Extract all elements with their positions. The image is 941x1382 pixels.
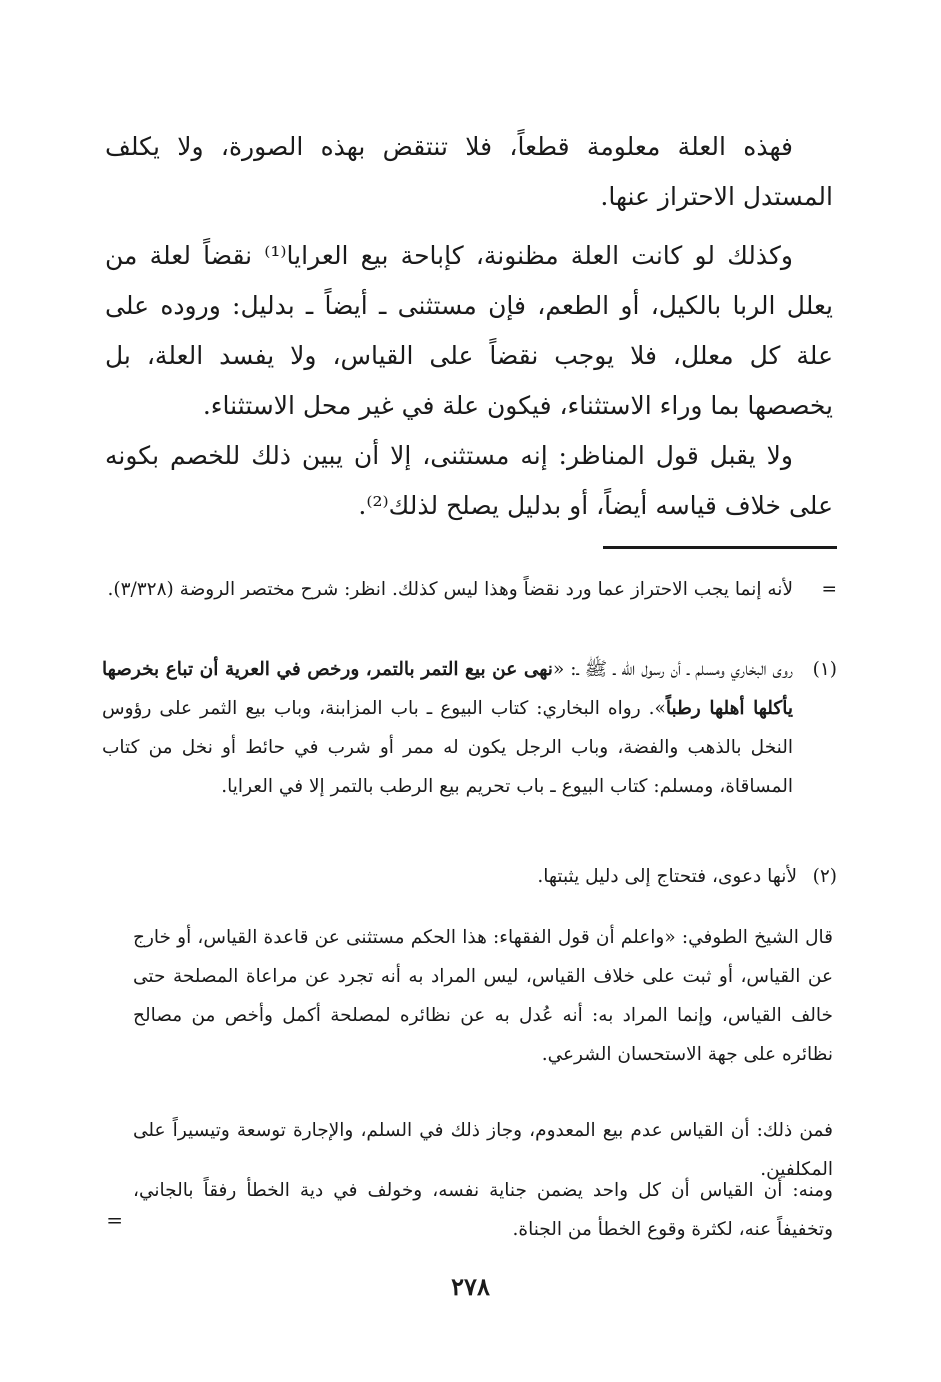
footnote-text: لأنها دعوى، فتحتاج إلى دليل يثبتها. xyxy=(537,866,797,887)
footnote-text-post: ». رواه البخاري: كتاب البيوع ـ باب المزابنة، وباب بيع الثمر على رؤوس النخل بالذهب والفضة، وباب الرجل يكون له ممر أو شرب في حائط أو نخل من كتاب المساقاة، ومسلم: كتاب البيوع ـ باب تحريم بيع الرطب بالتمر إلا في العرايا. xyxy=(102,698,793,797)
footnote-text-pre: روى البخاري ومسلم ـ أن رسول الله ـ ﷺ ـ: « xyxy=(552,659,793,680)
main-paragraph-3 xyxy=(105,431,833,531)
paragraph-text: ولا يقبل قول المناظر: إنه مستثنى، إلا أن يبين ذلك للخصم بكونه على خلاف قياسه أيضاً، أو بدليل يصلح لذلك⁽²⁾. xyxy=(105,441,833,520)
footnote-quote-1 xyxy=(133,899,833,1092)
paragraph-text: وكذلك لو كانت العلة مظنونة، كإباحة بيع العرايا⁽¹⁾ نقضاً لعلة من يعلل الربا بالكيل، أو الطعم، فإن مستثنى ـ أيضاً ـ بدليل: وروده على علة كل معلل، فلا يوجب نقضاً على القياس، ولا يفسد العلة، بل يخصصها بما وراء الاستثناء، فيكون علة في غير محل الاستثناء. xyxy=(105,241,833,420)
main-paragraph-2 xyxy=(105,231,833,431)
footnote-continuation xyxy=(102,570,837,609)
footnote-quote-3 xyxy=(133,1152,833,1267)
footnote-separator xyxy=(603,546,837,549)
footnote-text xyxy=(102,650,793,806)
continuation-marker-bottom: = xyxy=(106,1208,123,1232)
quote-text: ومنه: أن القياس أن كل واحد يضمن جناية نفسه، وخولف في دية الخطأ رفقاً بالجاني، وتخفيفاً عنه، لكثرة وقوع الخطأ من الجناة. xyxy=(133,1179,833,1240)
quote-text: فمن ذلك: أن القياس عدم بيع المعدوم، وجاز ذلك في السلم، والإجارة توسعة وتيسيراً على المكلفين. xyxy=(133,1119,833,1180)
footnote-number: (١) xyxy=(812,659,837,680)
footnote-text: لأنه إنما يجب الاحتراز عما ورد نقضاً وهذا ليس كذلك. انظر: شرح مختصر الروضة (٣/٣٢٨). xyxy=(107,579,793,600)
quote-text: قال الشيخ الطوفي: «واعلم أن قول الفقهاء: هذا الحكم مستثنى عن قاعدة القياس، أو خارج عن القياس، أو ثبت على خلاف القياس، ليس المراد به أنه تجرد عن مراعاة المصلحة حتى خالف القياس، وإنما المراد به: أنه عُدل به عن نظائره لمصلحة أكمل وأخص من مصالح نظائره على جهة الاستحسان الشرعي. xyxy=(133,926,833,1065)
page-number: ٢٧٨ xyxy=(451,1272,490,1301)
hadith-text: نهى عن بيع التمر بالتمر، ورخص في العرية أن تباع بخرصها يأكلها أهلها رطباً xyxy=(102,659,793,719)
footnote-number: (٢) xyxy=(812,866,837,887)
paragraph-text: فهذه العلة معلومة قطعاً، فلا تنتقض بهذه الصورة، ولا يكلف المستدل الاحتراز عنها. xyxy=(105,132,833,211)
continuation-marker: = xyxy=(821,579,837,600)
footnote-1 xyxy=(102,650,837,806)
footnote-2 xyxy=(102,857,837,896)
main-paragraph-1 xyxy=(105,122,833,222)
